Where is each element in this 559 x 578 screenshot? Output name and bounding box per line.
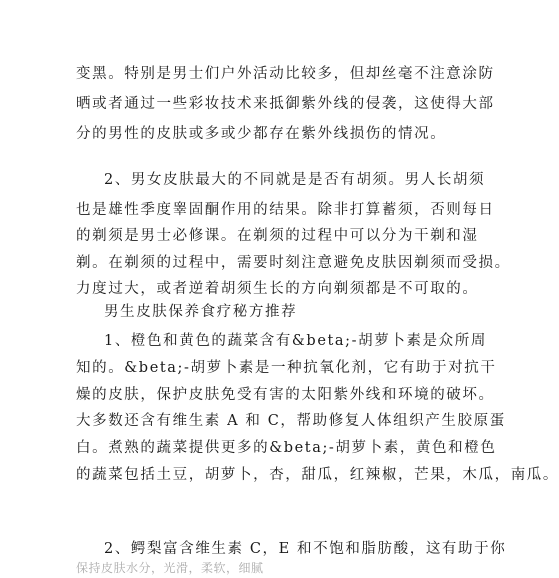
paragraph-line: 大多数还含有维生素 A 和 C，帮助修复人体组织产生胶原蛋 [76,413,506,429]
section-heading: 男生皮肤保养食疗秘方推荐 [104,304,298,320]
paragraph-line: 白。煮熟的蔬菜提供更多的&beta;-胡萝卜素，黄色和橙色 [76,440,497,456]
paragraph-line: 变黑。特别是男士们户外活动比较多，但却丝毫不注意涂防 [76,66,495,82]
paragraph-line: 燥的皮肤，保护皮肤免受有害的太阳紫外线和环境的破坏。 [76,387,495,403]
paragraph-line: 1、橙色和黄色的蔬菜含有&beta;-胡萝卜素是众所周 [104,333,487,349]
paragraph-line: 的蔬菜包括土豆，胡萝卜，杏，甜瓜，红辣椒，芒果，木瓜，南瓜。 [76,467,559,483]
paragraph-line: 力度过大，或者逆着胡须生长的方向剃须都是不可取的。 [76,281,479,297]
paragraph-line: 分的男性的皮肤或多或少都存在紫外线损伤的情况。 [76,126,447,142]
paragraph-line: 剃。在剃须的过程中，需要时刻注意避免皮肤因剃须而受损。 [76,255,511,271]
paragraph-line: 2、男女皮肤最大的不同就是是否有胡须。男人长胡须 [104,172,486,188]
paragraph-line: 知的。&beta;-胡萝卜素是一种抗氧化剂，它有助于对抗干 [76,360,497,376]
paragraph-line-partial: 保持皮肤水分，光滑，柔软，细腻 [76,561,264,575]
paragraph-line: 晒或者通过一些彩妆技术来抵御紫外线的侵袭，这使得大部 [76,96,495,112]
paragraph-line: 也是雄性季度睾固酮作用的结果。除非打算蓄须，否则每日 [76,202,495,218]
paragraph-line: 2、鳄梨富含维生素 C，E 和不饱和脂肪酸，这有助于你 [104,541,507,557]
paragraph-line: 的剃须是男士必修课。在剃须的过程中可以分为干剃和湿 [76,228,479,244]
